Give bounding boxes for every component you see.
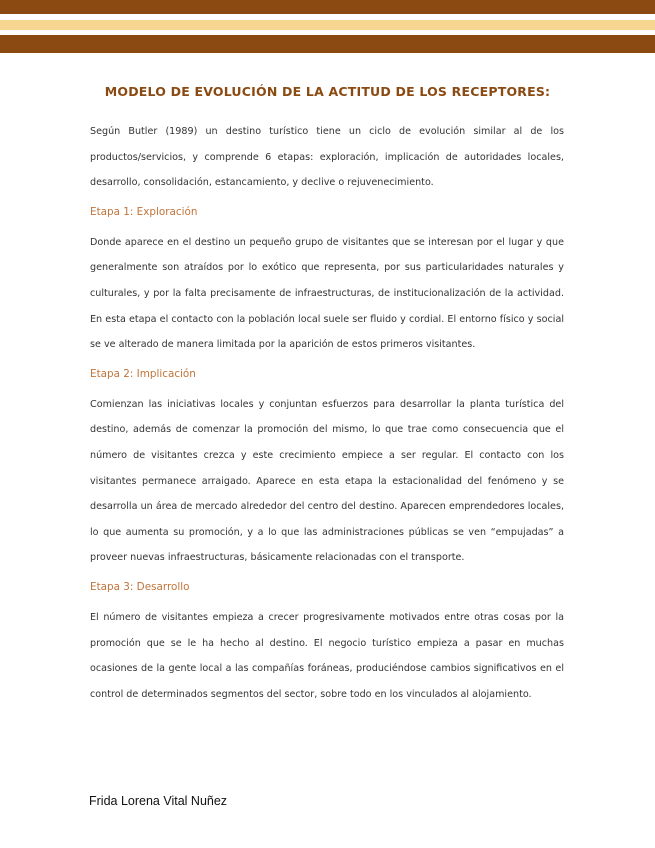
footer-author: Frida Lorena Vital Nuñez: [89, 794, 228, 808]
document-title: MODELO DE EVOLUCIÓN DE LA ACTITUD DE LOS RECEPTORES:: [104, 84, 551, 99]
intro-paragraph: Según Butler (1989) un destino turístico tiene un ciclo de evolución similar al de los productos/servicios, y comprende 6 etapas: exploración, implicación de autoridades locales, desarrollo, consolidación, estancamiento, y declive o rejuvenecimiento.: [90, 126, 564, 189]
header-band-top: [0, 0, 655, 14]
section-heading-desarrollo: Etapa 3: Desarrollo: [90, 580, 190, 593]
section-heading-implicacion: Etapa 2: Implicación: [90, 367, 196, 380]
section-body-desarrollo: El número de visitantes empieza a crecer progresivamente motivados entre otras cosas por la promoción que se le ha hecho al destino. El negocio turístico empieza a pasar en muchas ocasiones de la gente local a las compañías foráneas, produciéndose cambios significativos en el control de determinados segmentos del sector, sobre todo en los vinculados al alojamiento.: [90, 611, 564, 700]
section-body-implicacion: Comienzan las iniciativas locales y conjuntan esfuerzos para desarrollar la planta turística del destino, además de comenzar la promoción del mismo, lo que trae como consecuencia que el número de visitantes crezca y este crecimiento empiece a ser regular. El contacto con los visitantes permanece arraigado. Aparece en esta etapa la estacionalidad del fenómeno y se desarrolla un área de mercado alrededor del centro del destino. Aparecen emprendedores locales, lo que aumenta su promoción, y a lo que las administraciones públicas se ven “empujadas” a proveer nuevas infraestructuras, básicamente relacionadas con el transporte.: [90, 398, 564, 564]
header-band-middle: [0, 20, 655, 30]
section-body-exploracion: Donde aparece en el destino un pequeño grupo de visitantes que se interesan por el lugar y que generalmente son atraídos por lo exótico que representa, por sus particularidades naturales y culturales, y por la falta precisamente de infraestructuras, de institucionalización de la actividad. En esta etapa el contacto con la población local suele ser fluido y cordial. El entorno físico y social se ve alterado de manera limitada por la aparición de estos primeros visitantes.: [90, 236, 564, 351]
header-band-bottom: [0, 35, 655, 53]
section-heading-exploracion: Etapa 1: Exploración: [90, 205, 198, 218]
document-body: [90, 119, 564, 707]
